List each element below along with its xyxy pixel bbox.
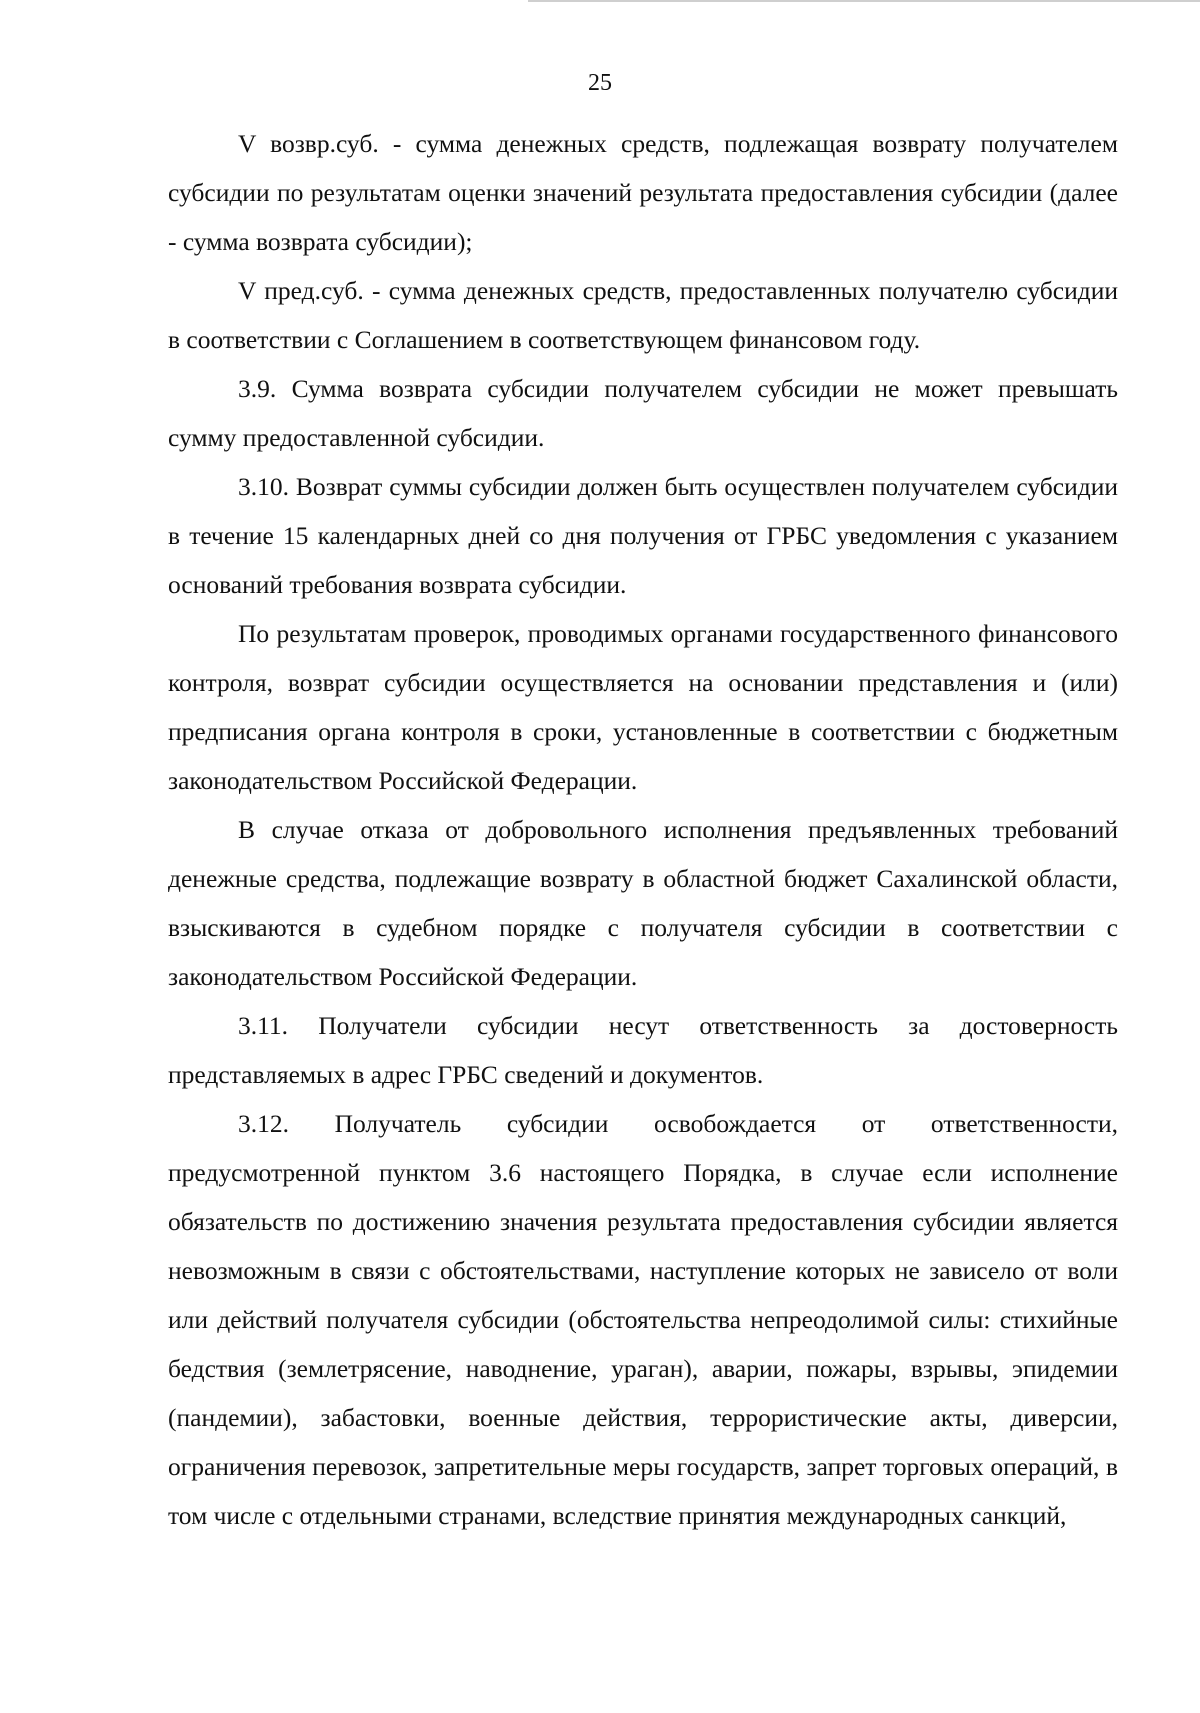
paragraph-3-12: 3.12. Получатель субсидии освобождается от ответственности, предусмотренной пунктом 3.6 настоящего Порядка, в случае если исполнение обязательств по достижению значения результата предоставления субсидии является невозможным в связи с обстоятельствами, наступление которых не зависело от воли или действий получателя субсидии (обстоятельства непреодолимой силы: стихийные бедствия (землетрясение, наводнение, ураган), аварии, пожары, взрывы, эпидемии (пандемии), забастовки, военные действия, террористические акты, диверсии, ограничения перевозок, запретительные меры государств, запрет торговых операций, в том числе с отдельными странами, вследствие принятия международных санкций, <box>168 1109 1118 1530</box>
paragraph-3-11: 3.11. Получатели субсидии несут ответственность за достоверность представляемых в адрес ГРБС сведений и документов. <box>168 1011 1118 1089</box>
scan-edge-line <box>528 0 1200 2</box>
paragraph-v-pred: V пред.суб. - сумма денежных средств, предоставленных получателю субсидии в соответствии с Соглашением в соответствующем финансовом году. <box>168 276 1118 354</box>
paragraph-v-vozvr: V возвр.суб. - сумма денежных средств, подлежащая возврату получателем субсидии по результатам оценки значений результата предоставления субсидии (далее - сумма возврата субсидии); <box>168 129 1118 256</box>
paragraph-refusal-case: В случае отказа от добровольного исполнения предъявленных требований денежные средства, подлежащие возврату в областной бюджет Сахалинской области, взыскиваются в судебном порядке с получателя субсидии в соответствии с законодательством Российской Федерации. <box>168 815 1118 991</box>
paragraph-inspection-results: По результатам проверок, проводимых органами государственного финансового контроля, возврат субсидии осуществляется на основании представления и (или) предписания органа контроля в сроки, установленные в соответствии с бюджетным законодательством Российской Федерации. <box>168 619 1118 795</box>
paragraph-3-9: 3.9. Сумма возврата субсидии получателем субсидии не может превышать сумму предоставленной субсидии. <box>168 374 1118 452</box>
document-body <box>168 119 1118 1540</box>
page-number: 25 <box>588 70 612 96</box>
paragraph-3-10: 3.10. Возврат суммы субсидии должен быть осуществлен получателем субсидии в течение 15 календарных дней со дня получения от ГРБС уведомления с указанием оснований требования возврата субсидии. <box>168 472 1118 599</box>
